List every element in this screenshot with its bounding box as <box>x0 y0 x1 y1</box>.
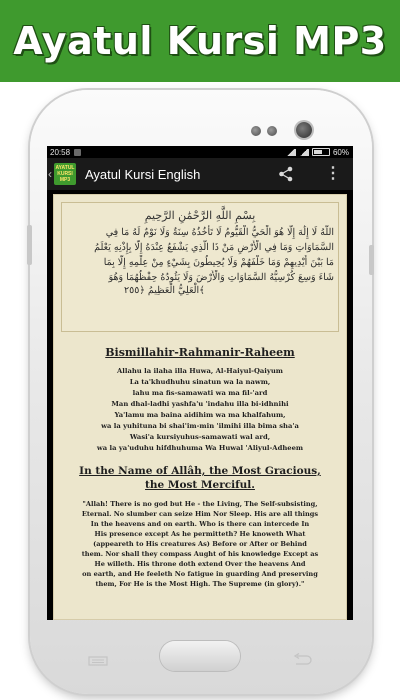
translation-heading-line: In the Name of Allâh, the Most Gracious, <box>79 465 321 477</box>
transliteration-heading: Bismillahir-Rahmanir-Raheem <box>105 346 295 359</box>
home-button[interactable] <box>160 641 240 671</box>
back-chevron-icon[interactable]: ‹ <box>48 167 52 181</box>
english-translation <box>59 499 341 589</box>
action-bar <box>47 158 353 190</box>
translation-heading-line: the Most Merciful. <box>145 479 255 491</box>
phone-screen <box>47 146 353 620</box>
notification-icon <box>74 149 81 156</box>
banner-title: Ayatul Kursi MP3 <box>13 19 387 63</box>
menu-key-icon[interactable] <box>88 653 108 663</box>
translation-line: His presence except As he permitteth? He knoweth What <box>94 530 306 538</box>
power-key <box>369 245 374 275</box>
transliteration-line: wa la ya'uduhu hifdhuhuma Wa Huwal 'Aliyul-Adheem <box>96 444 304 452</box>
action-bar-title: Ayatul Kursi English <box>85 166 201 182</box>
share-icon[interactable] <box>277 165 295 183</box>
overflow-menu-icon[interactable]: ⋮ <box>325 165 341 182</box>
transliteration-line: Man dhal-ladhi yashfa'u 'indahu illa bi-idhnihi <box>111 400 289 408</box>
translation-line: In the heavens and on earth. Who is there can intercede In <box>90 520 310 528</box>
promo-banner <box>0 0 400 82</box>
volume-key <box>27 225 32 265</box>
arabic-line: شَاءَ وَسِعَ كُرْسِيُّهُ السَّمَاوَاتِ وَالْأَرْضَ وَلَا يَئُودُهُ حِفْظُهُمَا وَهُوَ <box>108 272 334 283</box>
translation-line: He willeth. His throne doth extend Over the heavens And <box>94 560 306 568</box>
back-key-icon[interactable] <box>291 652 313 664</box>
translation-line: "Allah! There is no god but He - the Living, The Self-subsisting, <box>82 500 318 508</box>
cell-signal-icon <box>299 149 309 156</box>
front-camera-icon <box>296 122 312 138</box>
transliteration-line: Allahu la ilaha illa Huwa, Al-Haiyul-Qaiyum <box>117 367 283 375</box>
translation-line: on earth, and He feeleth No fatigue in guarding And preserving <box>82 570 318 578</box>
transliteration-line: Ya'lamu ma baina aidihim wa ma khalfahum, <box>114 411 286 419</box>
translation-line: Eternal. No slumber can seize Him Nor Sleep. His are all things <box>81 510 319 518</box>
battery-percent: 60% <box>332 147 349 157</box>
battery-level <box>314 150 322 154</box>
transliteration-block <box>53 366 347 454</box>
wifi-signal-icon <box>286 149 296 156</box>
status-time: 20:58 <box>50 147 71 157</box>
arabic-ending: الْعَلِيُّ الْعَظِيمُ ﴿٢٥٥﴾ <box>124 285 205 296</box>
light-sensor-icon <box>267 126 277 136</box>
logo-text-line: MP3 <box>59 177 71 183</box>
transliteration-line: Wasi'a kursiyuhus-samawati wal ard, <box>129 433 271 441</box>
translation-line: them. Nor shall they compass Aught of his knowledge Except as <box>81 550 319 558</box>
ayatul-kursi-page[interactable] <box>53 194 347 620</box>
arabic-text-block <box>61 202 339 332</box>
translation-line: (appeareth to His creatures As) Before or After or Behind <box>93 540 307 548</box>
transliteration-line: lahu ma fis-samawati wa ma fil-'ard <box>132 389 268 397</box>
arabic-line: مَا بَيْنَ أَيْدِيهِمْ وَمَا خَلْفَهُمْ وَلَا يُحِيطُونَ بِشَيْءٍ مِنْ عِلْمِهِ إِلَّا بِمَا <box>103 257 334 268</box>
arabic-line: اللَّهُ لَا إِلَٰهَ إِلَّا هُوَ الْحَيُّ الْقَيُّومُ لَا تَأْخُذُهُ سِنَةٌ وَلَا نَوْمٌ لَهُ مَا فِي <box>105 227 334 238</box>
status-bar <box>47 146 353 158</box>
proximity-sensor-icon <box>251 126 261 136</box>
app-logo[interactable] <box>54 163 76 185</box>
translation-heading <box>53 464 347 492</box>
battery-icon <box>312 148 330 156</box>
logo-text-line: KURSI <box>57 171 73 177</box>
arabic-line: السَّمَاوَاتِ وَمَا فِي الْأَرْضِ مَنْ ذَا الَّذِي يَشْفَعُ عِنْدَهُ إِلَّا بِإِذْنِهِ يَعْلَمُ <box>94 242 334 253</box>
translation-line: them, For He is the Most High. The Supreme (in glory)." <box>95 580 305 588</box>
logo-text-line: AYATUL <box>55 165 75 171</box>
transliteration-line: wa la yuhituna bi shai'im-min 'ilmihi illa bima sha'a <box>101 422 299 430</box>
arabic-basmala: بِسْمِ اللَّهِ الرَّحْمَٰنِ الرَّحِيمِ <box>144 209 256 222</box>
transliteration-line: La ta'khudhuhu sinatun wa la nawm, <box>129 378 271 386</box>
